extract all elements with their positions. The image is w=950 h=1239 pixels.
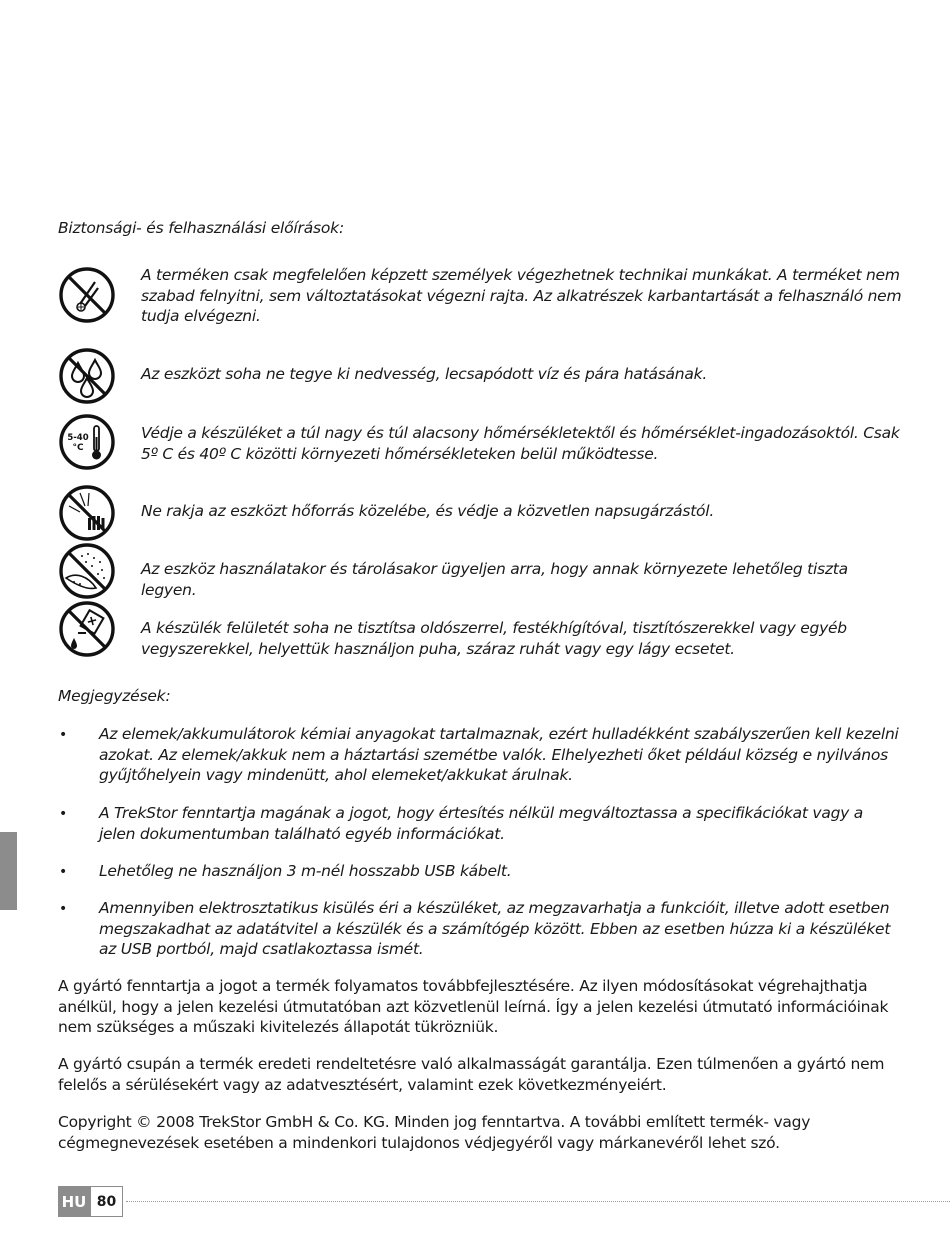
paragraph-copyright: Copyright © 2008 TrekStor GmbH & Co. KG. Minden jog fenntartva. A további említett termék- vagy cégmegnevezések esetében a mindenkori tulajdonos védjegyéről vagy márkanevéről lehet szó. bbox=[58, 1113, 811, 1152]
safety-text-1: A terméken csak megfelelően képzett személyek végezhetnek technikai munkákat. A terméket nem szabad felnyitni, sem változtatásokat végezni rajta. Az alkatrészek karbantartását a felhasználó nem tudja elvégezni. bbox=[141, 266, 902, 325]
note-item-2: A TrekStor fenntartja magának a jogot, hogy értesítés nélkül megváltoztassa a specifikációkat vagy a jelen dokumentumban található egyéb információkat. bbox=[99, 804, 864, 843]
side-thumb-tab bbox=[0, 832, 17, 910]
safety-text-6: A készülék felületét soha ne tisztítsa oldószerrel, festékhígítóval, tisztítószerekkel vagy egyéb vegyszerekkel, helyettük használjon puha, száraz ruhát vagy egy lágy ecsetet. bbox=[141, 619, 847, 658]
safety-text-2: Az eszközt soha ne tegye ki nedvesség, lecsapódott víz és pára hatásának. bbox=[141, 365, 708, 383]
no-heat-sun-icon bbox=[58, 484, 116, 542]
language-badge: HU bbox=[58, 1186, 90, 1217]
paragraph-warranty: A gyártó csupán a termék eredeti rendeltetésre való alkalmasságát garantálja. Ezen túlmenően a gyártó nem felelős a sérülésekért vagy az adatvesztésért, valamint ezek következményeiért. bbox=[58, 1055, 885, 1094]
thermometer-icon bbox=[58, 413, 116, 471]
no-moisture-icon bbox=[58, 347, 116, 405]
safety-heading: Biztonsági- és felhasználási előírások: bbox=[58, 219, 344, 237]
no-tools-icon bbox=[58, 266, 116, 324]
note-item-4: Amennyiben elektrosztatikus kisülés éri a készüléket, az megzavarhatja a funkcióit, illetve adott esetben megszakadhat az adatátvitel a készülék és a számítógép között. Ebben az esetben húzza ki a készüléket az USB portból, majd csatlakoztassa ismét. bbox=[99, 899, 891, 958]
thermometer-unit-label: °C bbox=[72, 443, 84, 453]
bullet-marker: • bbox=[59, 901, 68, 917]
paragraph-development: A gyártó fenntartja a jogot a termék folyamatos továbbfejlesztésére. Az ilyen módosításokat végrehajthatja anélkül, hogy a jelen kezelési útmutatóban azt közvetlenül leírná. Így a jelen kezelési útmutató információinak nem szükséges a műszaki kivitelezés állapotát tükrözniük. bbox=[58, 977, 889, 1036]
bullet-marker: • bbox=[59, 806, 68, 822]
thermometer-range-label: 5-40 bbox=[67, 433, 89, 443]
page-number: 80 bbox=[90, 1186, 123, 1217]
no-dust-icon bbox=[58, 542, 116, 600]
bullet-marker: • bbox=[59, 864, 68, 880]
page-footer bbox=[58, 1185, 123, 1218]
note-item-1: Az elemek/akkumulátorok kémiai anyagokat tartalmaznak, ezért hulladékként szabályszerűen kell kezelni azokat. Az elemek/akkuk nem a háztartási szemétbe valók. Elhelyezheti őket például község e nyilvános gyűjtőhelyein vagy mindenütt, ahol elemeket/akkukat árulnak. bbox=[99, 725, 899, 784]
safety-text-5: Az eszköz használatakor és tárolásakor ügyeljen arra, hogy annak környezete lehetőleg tiszta legyen. bbox=[141, 560, 848, 599]
safety-text-3: Védje a készüléket a túl nagy és túl alacsony hőmérsékletektől és hőmérséklet-ingadozásoktól. Csak 5º C és 40º C közötti környezeti hőmérsékleteken belül működtesse. bbox=[141, 424, 900, 463]
bullet-marker: • bbox=[59, 727, 68, 743]
note-item-3: Lehetőleg ne használjon 3 m-nél hosszabb USB kábelt. bbox=[99, 862, 512, 880]
notes-heading: Megjegyzések: bbox=[58, 687, 171, 705]
no-solvent-icon bbox=[58, 600, 116, 658]
safety-text-4: Ne rakja az eszközt hőforrás közelébe, és védje a közvetlen napsugárzástól. bbox=[141, 502, 715, 520]
footer-dotted-rule bbox=[126, 1201, 950, 1202]
